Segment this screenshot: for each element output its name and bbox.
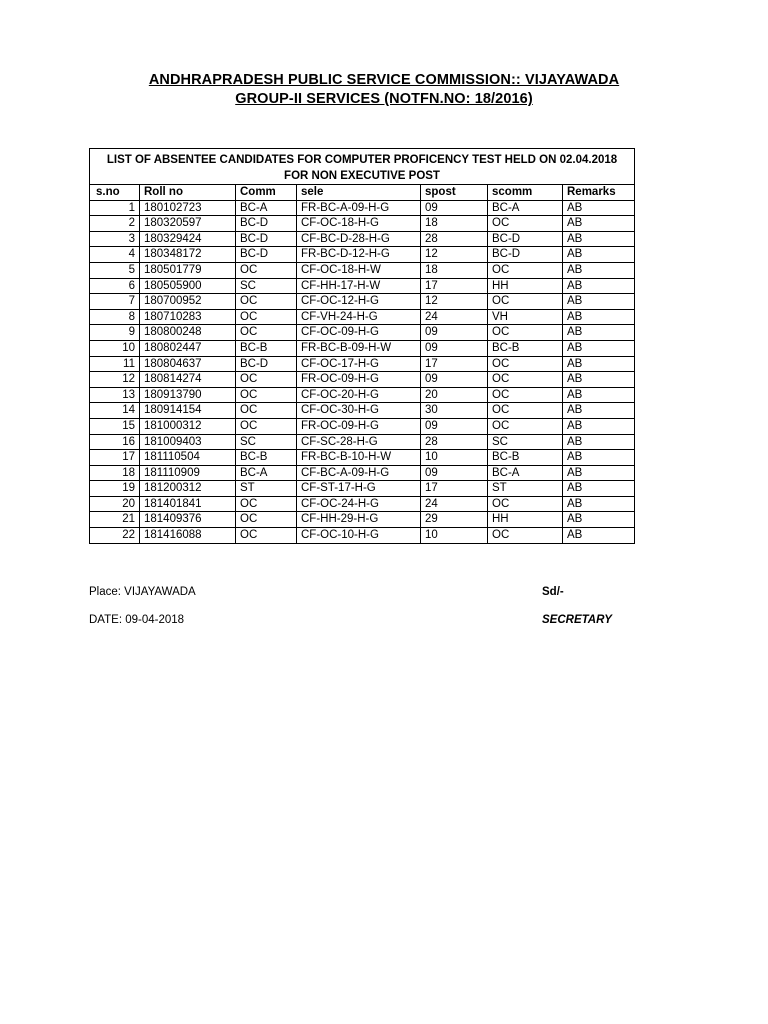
cell-sele: CF-BC-D-28-H-G [297,231,421,247]
column-header-sno: s.no [90,185,140,201]
cell-sno: 8 [90,309,140,325]
cell-comm: OC [236,325,297,341]
cell-roll-no: 181000312 [140,418,236,434]
cell-scomm: OC [488,387,563,403]
cell-remarks: AB [563,465,635,481]
cell-scomm: OC [488,325,563,341]
cell-comm: SC [236,434,297,450]
cell-remarks: AB [563,496,635,512]
table-row [90,325,635,341]
cell-spost: 12 [421,294,488,310]
cell-scomm: BC-B [488,450,563,466]
cell-sele: CF-OC-20-H-G [297,387,421,403]
cell-spost: 12 [421,247,488,263]
cell-remarks: AB [563,403,635,419]
table-row [90,496,635,512]
table-row [90,387,635,403]
cell-sno: 6 [90,278,140,294]
cell-scomm: BC-A [488,200,563,216]
cell-comm: BC-A [236,465,297,481]
cell-comm: OC [236,512,297,528]
cell-sno: 17 [90,450,140,466]
cell-comm: ST [236,481,297,497]
cell-sele: CF-SC-28-H-G [297,434,421,450]
cell-scomm: BC-B [488,340,563,356]
cell-spost: 17 [421,356,488,372]
cell-sele: CF-OC-30-H-G [297,403,421,419]
cell-roll-no: 181401841 [140,496,236,512]
cell-comm: BC-B [236,450,297,466]
column-header-spost: spost [421,185,488,201]
cell-spost: 28 [421,231,488,247]
cell-sele: CF-OC-24-H-G [297,496,421,512]
cell-sele: FR-OC-09-H-G [297,418,421,434]
column-header-remarks: Remarks [563,185,635,201]
cell-roll-no: 180804637 [140,356,236,372]
cell-sele: FR-BC-B-10-H-W [297,450,421,466]
date-label: DATE: 09-04-2018 [89,614,185,626]
cell-sno: 22 [90,528,140,544]
cell-roll-no: 180802447 [140,340,236,356]
caption-line-1: LIST OF ABSENTEE CANDIDATES FOR COMPUTER PROFICENCY TEST HELD ON 02.04.2018 [106,154,618,166]
cell-spost: 09 [421,200,488,216]
cell-remarks: AB [563,309,635,325]
cell-scomm: VH [488,309,563,325]
table-row [90,294,635,310]
cell-comm: SC [236,278,297,294]
cell-spost: 09 [421,418,488,434]
cell-sno: 7 [90,294,140,310]
cell-spost: 29 [421,512,488,528]
cell-scomm: OC [488,372,563,388]
cell-sele: CF-OC-18-H-G [297,216,421,232]
table-row [90,262,635,278]
cell-comm: OC [236,403,297,419]
cell-roll-no: 181416088 [140,528,236,544]
document-title: ANDHRAPRADESH PUBLIC SERVICE COMMISSION:: VIJAYAWADA [148,72,620,88]
table-row [90,372,635,388]
header-row [90,185,635,201]
cell-roll-no: 180320597 [140,216,236,232]
cell-comm: OC [236,418,297,434]
cell-comm: BC-D [236,216,297,232]
cell-scomm: OC [488,496,563,512]
cell-roll-no: 180348172 [140,247,236,263]
cell-scomm: ST [488,481,563,497]
cell-roll-no: 180914154 [140,403,236,419]
cell-sele: CF-ST-17-H-G [297,481,421,497]
designation-label: SECRETARY [542,614,612,626]
table-row [90,216,635,232]
cell-comm: BC-B [236,340,297,356]
cell-scomm: HH [488,512,563,528]
cell-roll-no: 181409376 [140,512,236,528]
cell-roll-no: 180710283 [140,309,236,325]
cell-sele: FR-BC-D-12-H-G [297,247,421,263]
cell-scomm: OC [488,418,563,434]
cell-sno: 4 [90,247,140,263]
cell-roll-no: 181009403 [140,434,236,450]
cell-scomm: OC [488,294,563,310]
place-label: Place: VIJAYAWADA [89,586,196,598]
cell-sno: 5 [90,262,140,278]
cell-remarks: AB [563,356,635,372]
cell-spost: 09 [421,325,488,341]
cell-remarks: AB [563,372,635,388]
cell-comm: OC [236,262,297,278]
cell-sno: 13 [90,387,140,403]
cell-remarks: AB [563,434,635,450]
cell-comm: OC [236,372,297,388]
cell-remarks: AB [563,387,635,403]
cell-comm: BC-A [236,200,297,216]
cell-sele: FR-BC-A-09-H-G [297,200,421,216]
cell-sele: CF-OC-12-H-G [297,294,421,310]
cell-scomm: BC-D [488,247,563,263]
cell-remarks: AB [563,294,635,310]
cell-spost: 24 [421,309,488,325]
cell-roll-no: 180913790 [140,387,236,403]
cell-scomm: OC [488,216,563,232]
cell-spost: 09 [421,465,488,481]
cell-roll-no: 180800248 [140,325,236,341]
cell-sele: CF-BC-A-09-H-G [297,465,421,481]
table-row [90,231,635,247]
table-row [90,512,635,528]
cell-comm: OC [236,294,297,310]
cell-remarks: AB [563,247,635,263]
cell-roll-no: 180501779 [140,262,236,278]
cell-roll-no: 180814274 [140,372,236,388]
column-header-sele: sele [297,185,421,201]
cell-remarks: AB [563,278,635,294]
cell-sno: 21 [90,512,140,528]
cell-roll-no: 180505900 [140,278,236,294]
cell-comm: BC-D [236,356,297,372]
cell-comm: OC [236,309,297,325]
cell-spost: 20 [421,387,488,403]
table-row [90,356,635,372]
table-row [90,200,635,216]
cell-remarks: AB [563,481,635,497]
cell-spost: 10 [421,450,488,466]
document-subtitle: GROUP-II SERVICES (NOTFN.NO: 18/2016) [235,91,533,107]
cell-scomm: SC [488,434,563,450]
cell-sno: 12 [90,372,140,388]
cell-scomm: BC-D [488,231,563,247]
cell-sno: 11 [90,356,140,372]
cell-sele: FR-BC-B-09-H-W [297,340,421,356]
cell-spost: 17 [421,481,488,497]
cell-spost: 09 [421,340,488,356]
cell-spost: 30 [421,403,488,419]
cell-spost: 24 [421,496,488,512]
caption-line-2: FOR NON EXECUTIVE POST [284,169,440,182]
cell-sno: 14 [90,403,140,419]
cell-sele: CF-HH-17-H-W [297,278,421,294]
cell-remarks: AB [563,262,635,278]
cell-sno: 20 [90,496,140,512]
cell-comm: OC [236,528,297,544]
cell-remarks: AB [563,325,635,341]
table-row [90,481,635,497]
cell-remarks: AB [563,450,635,466]
absentee-table [89,148,635,544]
cell-roll-no: 181110909 [140,465,236,481]
cell-comm: OC [236,496,297,512]
cell-roll-no: 181200312 [140,481,236,497]
cell-remarks: AB [563,200,635,216]
cell-sno: 3 [90,231,140,247]
cell-remarks: AB [563,418,635,434]
cell-sele: CF-HH-29-H-G [297,512,421,528]
table-row [90,418,635,434]
cell-sno: 10 [90,340,140,356]
table-row [90,403,635,419]
cell-scomm: HH [488,278,563,294]
cell-remarks: AB [563,512,635,528]
cell-roll-no: 180700952 [140,294,236,310]
cell-roll-no: 181110504 [140,450,236,466]
cell-sele: CF-OC-09-H-G [297,325,421,341]
cell-sele: CF-VH-24-H-G [297,309,421,325]
cell-scomm: OC [488,528,563,544]
cell-sele: CF-OC-18-H-W [297,262,421,278]
cell-sno: 1 [90,200,140,216]
cell-comm: BC-D [236,247,297,263]
cell-remarks: AB [563,231,635,247]
cell-sno: 9 [90,325,140,341]
cell-spost: 18 [421,262,488,278]
cell-scomm: OC [488,356,563,372]
table-row [90,247,635,263]
signature-mark: Sd/- [542,586,564,598]
table-row [90,450,635,466]
cell-sno: 18 [90,465,140,481]
cell-scomm: OC [488,262,563,278]
cell-spost: 10 [421,528,488,544]
cell-sele: CF-OC-17-H-G [297,356,421,372]
cell-comm: BC-D [236,231,297,247]
cell-scomm: BC-A [488,465,563,481]
cell-remarks: AB [563,216,635,232]
table-caption [90,149,635,185]
cell-sele: CF-OC-10-H-G [297,528,421,544]
cell-remarks: AB [563,340,635,356]
cell-spost: 18 [421,216,488,232]
column-header-scomm: scomm [488,185,563,201]
cell-spost: 28 [421,434,488,450]
table-row [90,309,635,325]
cell-sno: 2 [90,216,140,232]
cell-sele: FR-OC-09-H-G [297,372,421,388]
column-header-comm: Comm [236,185,297,201]
cell-spost: 09 [421,372,488,388]
cell-spost: 17 [421,278,488,294]
cell-comm: OC [236,387,297,403]
cell-sno: 16 [90,434,140,450]
cell-roll-no: 180102723 [140,200,236,216]
column-header-roll-no: Roll no [140,185,236,201]
table-row [90,465,635,481]
table-row [90,340,635,356]
cell-sno: 19 [90,481,140,497]
table-row [90,278,635,294]
cell-sno: 15 [90,418,140,434]
cell-remarks: AB [563,528,635,544]
cell-scomm: OC [488,403,563,419]
cell-roll-no: 180329424 [140,231,236,247]
table-row [90,528,635,544]
table-row [90,434,635,450]
